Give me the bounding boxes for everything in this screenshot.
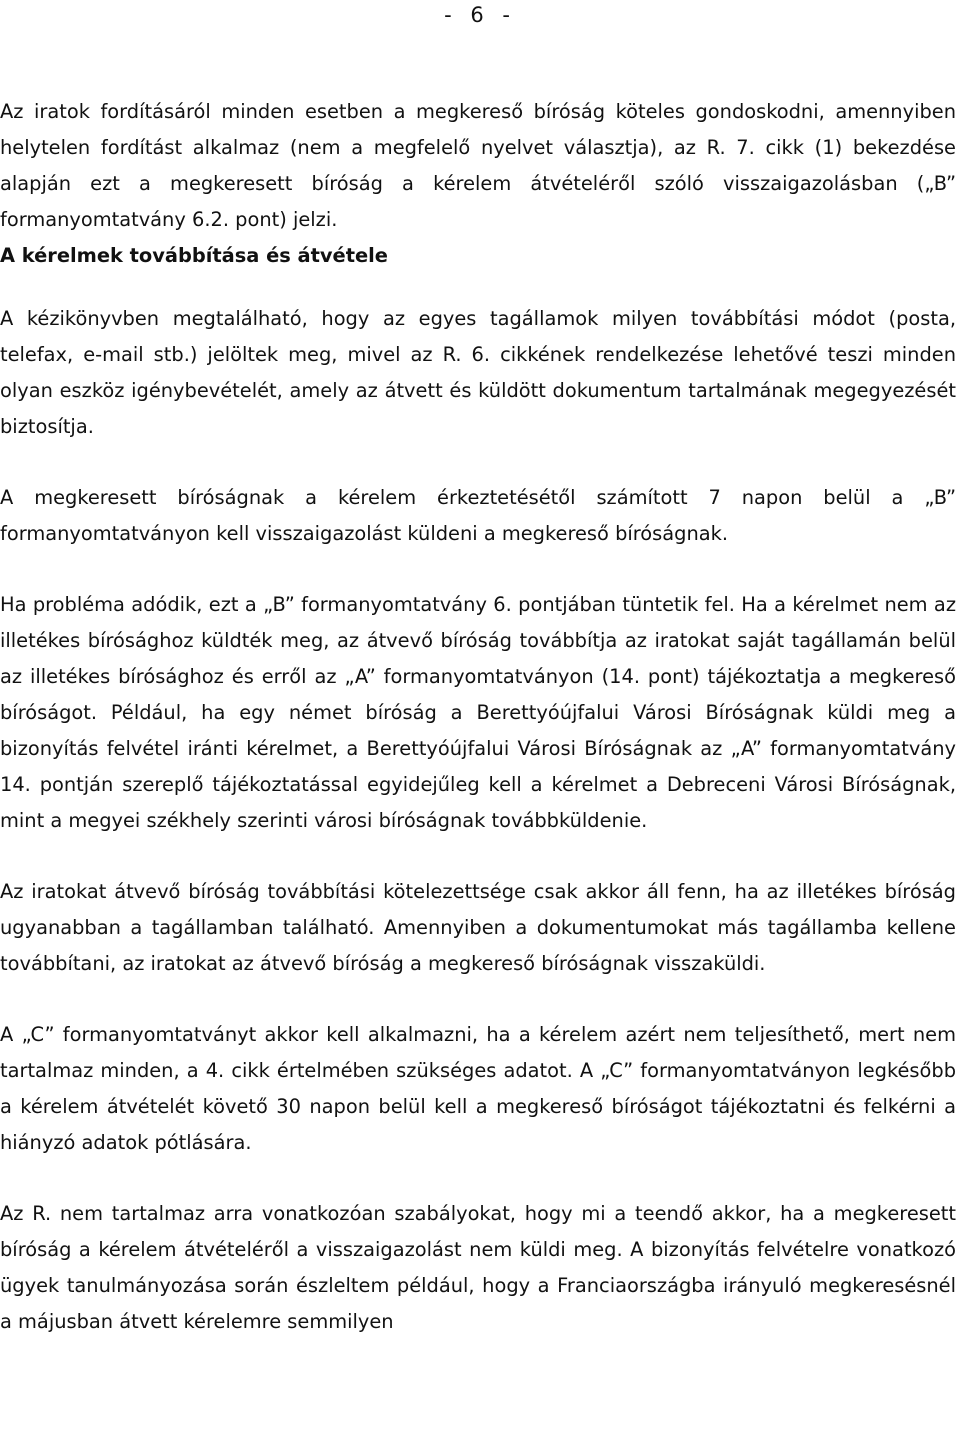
paragraph-missing-rules: Az R. nem tartalmaz arra vonatkozóan szabályokat, hogy mi a teendő akkor, ha a megkeresett bíróság a kérelem átvételéről a visszaigazolást nem küldi meg. A bizonyítás felvételre vonatkozó ügyek tanulmányozása során észleltem például, hogy a Franciaországba irányuló megkeresésnél a májusban átvett kérelemre semmilyen [0, 1202, 956, 1333]
page-number: - 6 - [444, 3, 516, 27]
paragraph-forwarding-obligation: Az iratokat átvevő bíróság továbbítási kötelezettsége csak akkor áll fenn, ha az illetékes bíróság ugyanabban a tagállamban található. Amennyiben a dokumentumokat más tagállamba kellene továbbítani, az iratokat az átvevő bíróság a megkereső bíróságnak visszaküldi. [0, 880, 956, 975]
paragraph-transmission-methods: A kézikönyvben megtalálható, hogy az egyes tagállamok milyen továbbítási módot (posta, telefax, e-mail stb.) jelöltek meg, mivel az R. 6. cikkének rendelkezése lehetővé teszi minden olyan eszköz igénybevételét, amely az átvett és küldött dokumentum tartalmának megegyezését biztosítja. [0, 307, 956, 438]
paragraph-translation: Az iratok fordításáról minden esetben a megkereső bíróság köteles gondoskodni, amennyiben helytelen fordítást alkalmaz (nem a megfelelő nyelvet választja), az R. 7. cikk (1) bekezdése alapján ezt a megkeresett bíróság a kérelem átvételéről szóló visszaigazolásban („B” formanyomtatvány 6.2. pont) jelzi. [0, 100, 956, 231]
paragraph-problems: Ha probléma adódik, ezt a „B” formanyomtatvány 6. pontjában tüntetik fel. Ha a kérelmet nem az illetékes bírósághoz küldték meg, az átvevő bíróság továbbítja az iratokat saját tagállamán belül az illetékes bírósághoz és erről az „A” formanyomtatványon (14. pont) tájékoztatja a megkereső bíróságot. Például, ha egy német bíróság a Berettyóújfalui Városi Bíróságnak küldi meg a bizonyítás felvétel iránti kérelmet, a Berettyóújfalui Városi Bíróságnak az „A” formanyomtatvány 14. pontján szereplő tájékoztatással egyidejűleg kell a kérelmet a Debreceni Városi Bíróságnak, mint a megyei székhely szerinti városi bíróságnak továbbküldenie. [0, 593, 956, 832]
paragraph-form-c: A „C” formanyomtatványt akkor kell alkalmazni, ha a kérelem azért nem teljesíthető, mert nem tartalmaz minden, a 4. cikk értelmében szükséges adatot. A „C” formanyomtatványon legkésőbb a kérelem átvételét követő 30 napon belül kell a megkereső bíróságot tájékoztatni és felkérni a hiányzó adatok pótlására. [0, 1023, 956, 1154]
paragraph-acknowledgement: A megkeresett bíróságnak a kérelem érkeztetésétől számított 7 napon belül a „B” formanyomtatványon kell visszaigazolást küldeni a megkereső bíróságnak. [0, 486, 956, 545]
document-body [0, 94, 956, 1340]
section-heading: A kérelmek továbbítása és átvétele [0, 244, 388, 267]
